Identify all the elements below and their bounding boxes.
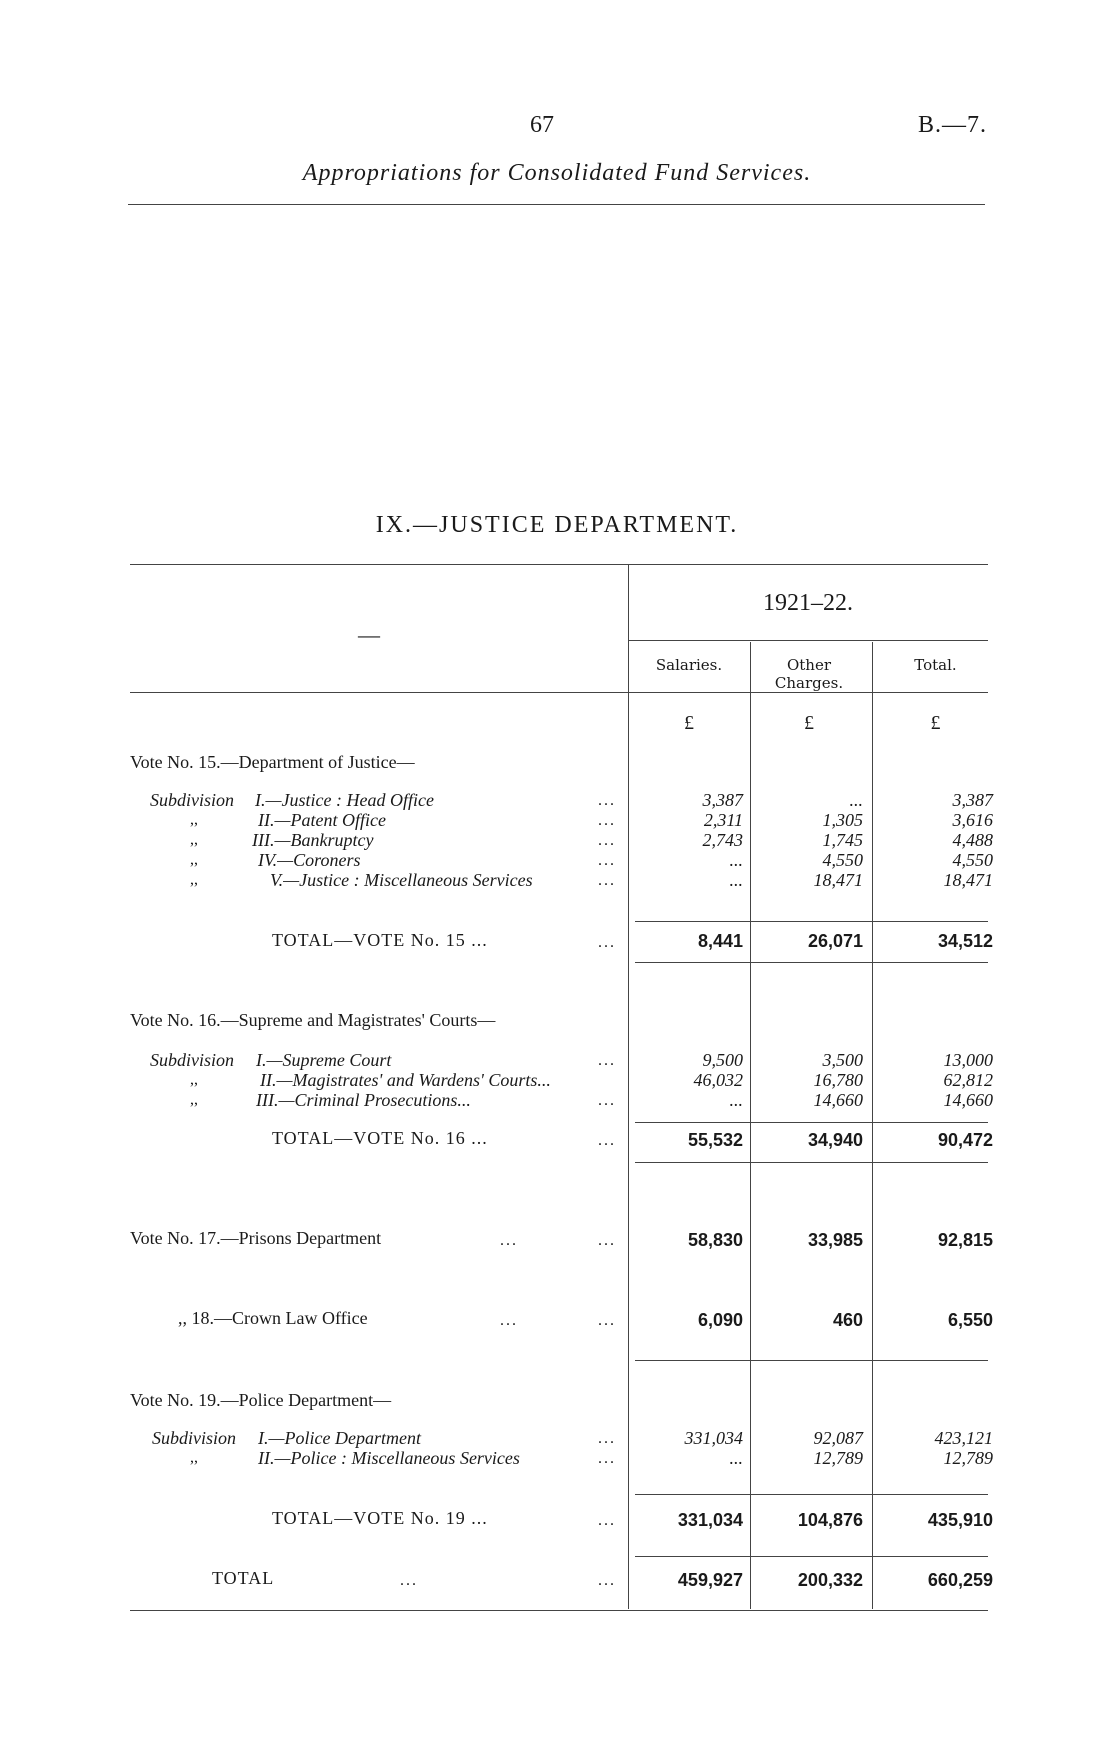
leader-dots: ... <box>598 832 616 849</box>
ditto-mark: ,, <box>190 1071 198 1088</box>
total-value: 4,550 <box>952 850 993 870</box>
other-charges-value: 18,471 <box>813 870 863 890</box>
salaries-value: 331,034 <box>684 1428 743 1448</box>
vote-19-total-other-charges: 104,876 <box>797 1510 863 1530</box>
total-value: 6,550 <box>947 1310 993 1330</box>
vote-17-heading: Vote No. 17.—Prisons Department <box>130 1228 382 1248</box>
other-charges-value: ... <box>849 790 863 810</box>
page-number: 67 <box>530 112 554 138</box>
subdivision-name: II.—Police : Miscellaneous Services <box>258 1448 520 1468</box>
grand-total-other-charges: 200,332 <box>797 1570 863 1590</box>
leader-dots: ... <box>598 934 616 951</box>
vote-19-total-label: TOTAL—VOTE No. 19 ... <box>272 1508 488 1528</box>
grand-total-salaries: 459,927 <box>677 1570 743 1590</box>
header-rule <box>128 204 985 205</box>
salaries-column-rule <box>750 642 751 1609</box>
total-value: 62,812 <box>943 1070 993 1090</box>
leader-dots: ... <box>598 1572 616 1589</box>
total-value: 18,471 <box>943 870 993 890</box>
subdivision-name: V.—Justice : Miscellaneous Services <box>270 870 533 890</box>
section-title: IX.—JUSTICE DEPARTMENT. <box>375 512 739 538</box>
vote-15-heading: Vote No. 15.—Department of Justice— <box>130 752 415 772</box>
unit-salaries: £ <box>684 712 694 734</box>
subtotal-rule <box>635 1162 988 1163</box>
subdivision-label: Subdivision <box>150 1050 234 1070</box>
total-value: 13,000 <box>943 1050 993 1070</box>
other-charges-value: 16,780 <box>813 1070 863 1090</box>
other-charges-column-rule <box>872 642 873 1609</box>
subdivision-name: III.—Bankruptcy <box>252 830 374 850</box>
vote-15-total-label: TOTAL—VOTE No. 15 ... <box>272 930 488 950</box>
salaries-value: 9,500 <box>702 1050 743 1070</box>
grand-total-total: 660,259 <box>927 1570 993 1590</box>
subdivision-name: I.—Police Department <box>258 1428 421 1448</box>
ditto-mark: ,, <box>190 811 198 828</box>
subtotal-rule <box>635 921 988 922</box>
leader-dots: ... <box>598 1450 616 1467</box>
subdivision-name: II.—Magistrates' and Wardens' Courts... <box>260 1070 551 1090</box>
subdivision-name: IV.—Coroners <box>258 850 361 870</box>
ditto-mark: ,, <box>190 851 198 868</box>
leader-dots: ... <box>598 792 616 809</box>
table-top-rule <box>130 564 988 565</box>
leader-dots: ... <box>598 1132 616 1149</box>
vote-16-total-label: TOTAL—VOTE No. 16 ... <box>272 1128 488 1148</box>
vote-16-total-salaries: 55,532 <box>687 1130 743 1150</box>
other-charges-value: 3,500 <box>822 1050 863 1070</box>
other-charges-value: 460 <box>832 1310 863 1330</box>
subdivision-label: Subdivision <box>150 790 234 810</box>
vote-16-total-total: 90,472 <box>937 1130 993 1150</box>
stub-head: — <box>358 622 380 647</box>
total-value: 4,488 <box>952 830 993 850</box>
other-charges-value: 33,985 <box>807 1230 863 1250</box>
ditto-mark: ,, <box>190 871 198 888</box>
other-charges-value: 4,550 <box>822 850 863 870</box>
ditto-mark: ,, <box>190 831 198 848</box>
vote-15-total-other-charges: 26,071 <box>807 931 863 951</box>
column-head-other-charges: Other Charges. <box>774 656 844 692</box>
subtotal-rule <box>635 962 988 963</box>
running-title: Appropriations for Consolidated Fund Services. <box>302 160 812 186</box>
total-value: 3,387 <box>952 790 993 810</box>
salaries-value: 2,743 <box>702 830 743 850</box>
salaries-value: 3,387 <box>702 790 743 810</box>
total-value: 14,660 <box>943 1090 993 1110</box>
leader-dots: ... <box>598 1052 616 1069</box>
total-value: 12,789 <box>943 1448 993 1468</box>
grand-total-label: TOTAL <box>212 1568 275 1588</box>
subdivision-label: Subdivision <box>152 1428 236 1448</box>
subdivision-name: III.—Criminal Prosecutions... <box>256 1090 471 1110</box>
other-charges-value: 92,087 <box>813 1428 863 1448</box>
stub-column-rule <box>628 564 629 1609</box>
salaries-value: 6,090 <box>697 1310 743 1330</box>
subtotal-rule <box>635 1494 988 1495</box>
leader-dots: ... <box>598 1232 616 1249</box>
other-charges-value: 12,789 <box>813 1448 863 1468</box>
header-bottom-rule <box>130 692 988 693</box>
total-value: 3,616 <box>952 810 993 830</box>
leader-dots: ... <box>598 1430 616 1447</box>
salaries-value: ... <box>729 850 743 870</box>
column-head-salaries: Salaries. <box>655 656 723 674</box>
leader-dots: ... <box>598 812 616 829</box>
table-bottom-rule <box>130 1610 988 1611</box>
unit-other-charges: £ <box>804 712 814 734</box>
year-rule <box>628 640 988 641</box>
salaries-value: ... <box>729 870 743 890</box>
salaries-value: 2,311 <box>703 810 743 830</box>
other-charges-value: 1,305 <box>822 810 863 830</box>
total-value: 423,121 <box>934 1428 993 1448</box>
grand-total-rule <box>635 1556 988 1557</box>
leader-dots: ... <box>400 1572 418 1589</box>
subdivision-name: II.—Patent Office <box>258 810 386 830</box>
leader-dots: ... <box>598 1092 616 1109</box>
vote-19-total-salaries: 331,034 <box>677 1510 743 1530</box>
column-head-total: Total. <box>914 656 957 674</box>
year-heading: 1921–22. <box>763 590 853 616</box>
salaries-value: 46,032 <box>693 1070 743 1090</box>
other-charges-value: 1,745 <box>822 830 863 850</box>
leader-dots: ... <box>500 1232 518 1249</box>
vote-16-heading: Vote No. 16.—Supreme and Magistrates' Courts— <box>130 1010 496 1030</box>
vote-19-total-total: 435,910 <box>927 1510 993 1530</box>
ditto-mark: ,, <box>190 1091 198 1108</box>
subdivision-name: I.—Supreme Court <box>256 1050 392 1070</box>
subdivision-name: I.—Justice : Head Office <box>255 790 434 810</box>
ditto-mark: ,, <box>190 1449 198 1466</box>
vote-18-heading: ,, 18.—Crown Law Office <box>178 1308 368 1328</box>
salaries-value: ... <box>729 1448 743 1468</box>
document-code: B.—7. <box>918 112 988 138</box>
salaries-value: 58,830 <box>687 1230 743 1250</box>
leader-dots: ... <box>598 1312 616 1329</box>
vote-19-heading: Vote No. 19.—Police Department— <box>130 1390 392 1410</box>
leader-dots: ... <box>598 852 616 869</box>
subtotal-rule <box>635 1122 988 1123</box>
section-rule <box>635 1360 988 1361</box>
leader-dots: ... <box>598 1512 616 1529</box>
other-charges-value: 14,660 <box>813 1090 863 1110</box>
leader-dots: ... <box>598 872 616 889</box>
total-value: 92,815 <box>937 1230 993 1250</box>
vote-15-total-salaries: 8,441 <box>697 931 743 951</box>
leader-dots: ... <box>500 1312 518 1329</box>
vote-15-total-total: 34,512 <box>937 931 993 951</box>
salaries-value: ... <box>729 1090 743 1110</box>
vote-16-total-other-charges: 34,940 <box>807 1130 863 1150</box>
unit-total: £ <box>930 712 941 734</box>
